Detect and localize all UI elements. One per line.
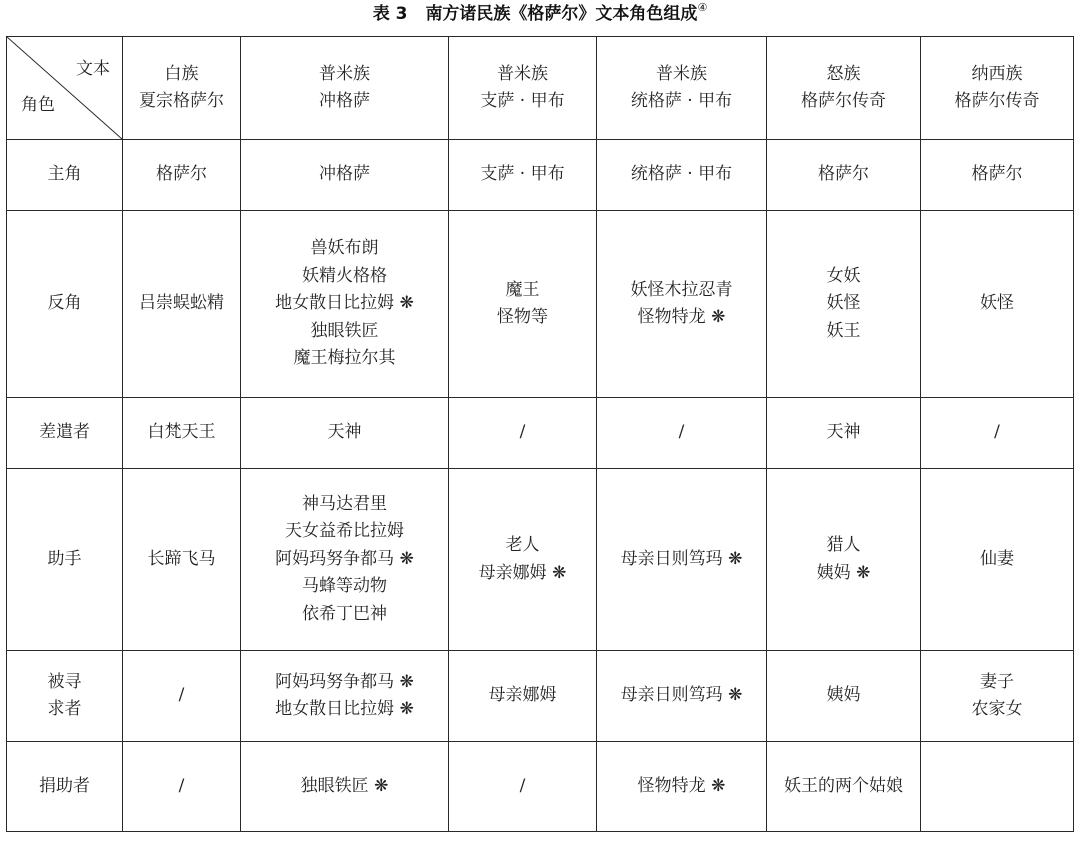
cell-line: 依希丁巴神 <box>302 603 387 624</box>
cell-line: 兽妖布朗 <box>310 238 379 259</box>
table-row <box>7 140 1074 211</box>
row-header-cell <box>7 651 123 742</box>
cell-line: 被寻 <box>47 671 82 692</box>
footnote-marker: ④ <box>697 1 708 14</box>
cell-line: 农家女 <box>971 699 1023 719</box>
column-header-cell <box>767 37 921 140</box>
table-cell <box>921 398 1074 469</box>
cell-line: 马蜂等动物 <box>302 576 387 597</box>
row-header-cell <box>7 742 123 832</box>
diagonal-divider <box>7 37 122 139</box>
cell-line: 白族 <box>164 63 199 84</box>
cell-line: 支萨 · 甲布 <box>480 91 565 111</box>
cell-line: 反角 <box>47 293 82 314</box>
column-header-cell <box>123 37 241 140</box>
table-cell <box>123 140 241 211</box>
table-row <box>7 742 1074 832</box>
table-cell <box>241 140 449 211</box>
cell-line: 妖王 <box>826 320 861 341</box>
cell-line: 仙妻 <box>980 548 1014 569</box>
role-composition-table <box>6 36 1074 832</box>
table-cell <box>597 742 767 832</box>
table-cell <box>241 742 449 832</box>
cell-line: 魔王梅拉尔其 <box>293 348 396 369</box>
cell-line: 支萨 · 甲布 <box>480 164 565 185</box>
cell-line: 母亲娜姆 <box>488 685 557 706</box>
cell-line: 普米族 <box>319 63 370 84</box>
cell-line: / <box>519 775 526 796</box>
table-caption <box>0 0 1080 32</box>
cell-line: / <box>994 422 1000 443</box>
cell-line: 怪物等 <box>497 307 548 327</box>
cell-line: / <box>178 775 185 796</box>
caption-title: 南方诸民族《格萨尔》文本角色组成 <box>425 4 698 24</box>
cell-line: 老人 <box>505 535 540 555</box>
header-row <box>7 37 1074 140</box>
cell-line: 猎人 <box>826 535 861 555</box>
cell-line: 独眼铁匠 ❋ <box>300 775 389 796</box>
cell-line: 妖精火格格 <box>302 265 387 286</box>
cell-line: 阿妈玛努争都马 ❋ <box>275 548 414 569</box>
table-cell <box>449 742 597 832</box>
row-header-cell <box>7 140 123 211</box>
table-cell <box>597 211 767 398</box>
cell-line: 独眼铁匠 <box>310 320 379 341</box>
cell-line: 格萨尔 <box>971 164 1023 185</box>
cell-line: 姨妈 <box>826 685 861 706</box>
cell-line: 冲格萨 <box>319 91 370 111</box>
cell-line: 妖王的两个姑娘 <box>784 775 903 796</box>
table-cell <box>241 398 449 469</box>
table-cell <box>241 469 449 651</box>
column-header-cell <box>921 37 1074 140</box>
table-cell <box>449 140 597 211</box>
cell-line: 母亲日则笃玛 ❋ <box>620 548 743 569</box>
cell-line: 格萨尔传奇 <box>801 91 886 111</box>
table-cell <box>767 211 921 398</box>
cell-line: 地女散日比拉姆 ❋ <box>275 699 414 719</box>
cell-line: 普米族 <box>497 63 548 84</box>
column-header-cell <box>597 37 767 140</box>
table-cell <box>449 469 597 651</box>
cell-line: 地女散日比拉姆 ❋ <box>275 293 414 314</box>
table-cell <box>123 742 241 832</box>
cell-line: / <box>178 685 185 706</box>
cell-line: 统格萨 · 甲布 <box>630 91 733 111</box>
table-cell <box>123 651 241 742</box>
table-cell <box>767 742 921 832</box>
table-cell <box>449 211 597 398</box>
table-cell <box>921 211 1074 398</box>
cell-line: 妻子 <box>980 671 1014 692</box>
cell-line: 天神 <box>826 422 861 443</box>
cell-line: 格萨尔 <box>818 164 869 185</box>
cell-line: 白梵天王 <box>147 422 216 443</box>
table-cell <box>921 651 1074 742</box>
cell-line: 差遣者 <box>39 422 90 443</box>
cell-line: 天女益希比拉姆 <box>285 521 404 542</box>
table-row <box>7 651 1074 742</box>
table-cell <box>767 398 921 469</box>
cell-line: 冲格萨 <box>319 164 370 185</box>
cell-line: 妖怪木拉忍青 <box>630 279 733 300</box>
cell-line: 捐助者 <box>39 775 90 796</box>
table-cell <box>597 398 767 469</box>
cell-line: 妖怪 <box>980 293 1014 314</box>
cell-line: 母亲娜姆 ❋ <box>478 562 567 583</box>
cell-line: 怒族 <box>826 63 861 84</box>
table-cell <box>597 651 767 742</box>
table-cell <box>123 469 241 651</box>
column-header-cell <box>241 37 449 140</box>
column-header-cell <box>449 37 597 140</box>
cell-line: 天神 <box>327 422 362 443</box>
table-cell <box>767 140 921 211</box>
cell-line: 夏宗格萨尔 <box>139 91 224 111</box>
corner-role-label: 角色 <box>21 95 55 115</box>
table-row <box>7 469 1074 651</box>
cell-line: 妖怪 <box>826 293 861 314</box>
table-row <box>7 211 1074 398</box>
cell-line: 主角 <box>47 164 82 185</box>
table-cell <box>921 469 1074 651</box>
cell-line: 格萨尔 <box>156 164 207 185</box>
row-header-cell <box>7 211 123 398</box>
cell-line: 神马达君里 <box>302 493 387 514</box>
cell-line: / <box>678 422 685 443</box>
cell-line: 纳西族 <box>971 63 1023 84</box>
table-cell <box>767 469 921 651</box>
cell-line: 助手 <box>47 548 82 569</box>
cell-line: 长蹄飞马 <box>147 548 216 569</box>
caption-label: 表 3 <box>372 4 408 24</box>
table-cell <box>449 651 597 742</box>
cell-line: 阿妈玛努争都马 ❋ <box>275 671 414 692</box>
table-row <box>7 398 1074 469</box>
cell-line: 女妖 <box>826 265 861 286</box>
cell-line: 格萨尔传奇 <box>954 91 1040 111</box>
row-header-cell <box>7 398 123 469</box>
table-cell <box>241 651 449 742</box>
table-cell <box>123 211 241 398</box>
cell-line: 姨妈 ❋ <box>816 562 871 583</box>
cell-line: 求者 <box>47 699 82 719</box>
table-cell <box>767 651 921 742</box>
cell-line: 普米族 <box>656 63 707 84</box>
cell-line: 怪物特龙 ❋ <box>637 307 726 327</box>
table-cell <box>123 398 241 469</box>
table-cell <box>241 211 449 398</box>
table-body <box>7 37 1074 832</box>
corner-header-cell <box>7 37 123 140</box>
row-header-cell <box>7 469 123 651</box>
cell-line: / <box>519 422 526 443</box>
table-cell <box>921 742 1074 832</box>
corner-text-label: 文本 <box>76 59 110 79</box>
cell-line: 母亲日则笃玛 ❋ <box>620 685 743 706</box>
table-cell <box>449 398 597 469</box>
cell-line: 魔王 <box>505 279 540 300</box>
table-cell <box>597 469 767 651</box>
cell-line: 统格萨 · 甲布 <box>630 164 733 185</box>
cell-line: 怪物特龙 ❋ <box>637 775 726 796</box>
table-cell <box>921 140 1074 211</box>
cell-line: 吕崇蜈蚣精 <box>139 293 224 314</box>
table-cell <box>597 140 767 211</box>
